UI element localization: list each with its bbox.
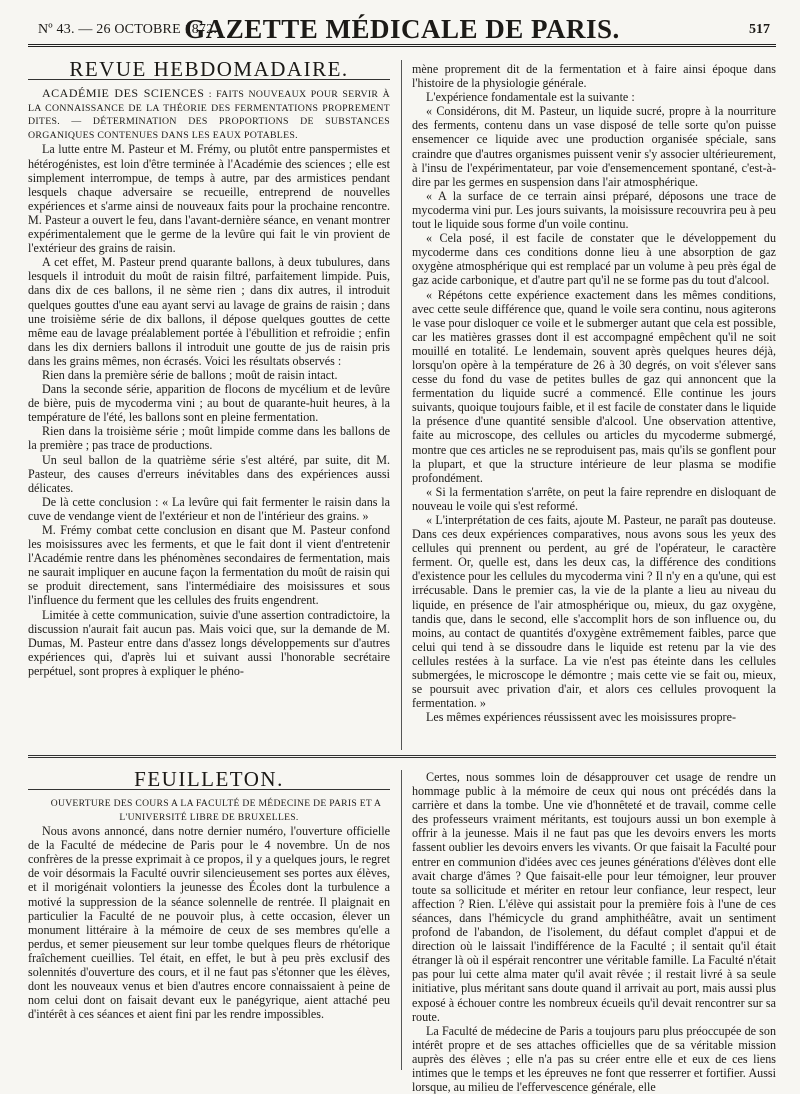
paragraph: Nous avons annoncé, dans notre dernier numéro, l'ouverture officielle de la Faculté de médecine de Paris pour le 4 novembre. Un de nos confrères de la presse exprimait à ce propos, il y a quelques jours, le regret de voir désormais la Faculté ouvrir silencieusement ses portes aux élèves, et il morigénait volontiers la jeunesse des Écoles dont la turbulence a motivé la suppression de la séance solennelle de rentrée. Il plaignait en particulier la Faculté de ne pouvoir plus, à cette occasion, élever un monument littéraire à la mémoire de ceux de ses membres qu'elle a perdus, et semer pieusement sur leur tombe quelques fleurs de rhétorique fraîchement cueillies. Tel était, en effet, le but à peu près exclusif des solennités d'ouverture des cours, et il ne faut pas s'étonner que les élèves, dont les nouveaux venus et bien d'autres encore connaissaient à peine de nom celui dont on faisait devant eux le panégyrique, aient attaché peu d'intérêt à ces séances et aient fini par les rendre impossibles. — [28, 824, 390, 1022]
paragraph: « Cela posé, il est facile de constater que le développement du mycoderme dans ces conditions donne lieu à une absorption de gaz oxygène atmosphérique qui est remplacé par un volume à peu près égal de gaz acide carbonique, et d'autre part qu'il ne se forme pas du tout d'alcool. — [412, 231, 776, 288]
revue-right-column — [412, 62, 776, 750]
revue-heading: REVUE HEBDOMADAIRE. — [28, 62, 390, 80]
paragraph: De là cette conclusion : « La levûre qui fait fermenter le raisin dans la cuve de vendange vient de l'extérieur et non de l'intérieur des grains. » — [28, 494, 390, 523]
masthead — [28, 14, 776, 47]
paragraph: « L'interprétation de ces faits, ajoute M. Pasteur, ne paraît pas douteuse. Dans ces deux expériences comparatives, nous avons sous les yeux des cellules qui prennent ou perdent, au gré de l'opérateur, le caractère ferment. Or, quelle est, dans les deux cas, la différence des conditions d'existence pour les cellules du mycoderma vini ? Il n'y en a qu'une, qui est irrécusable. Dans le premier cas, la vie de la plante a lieu au niveau du liquide, en présence de l'air atmosphérique ou, mieux, du gaz oxygène, tandis que, dans le second, elle s'accomplit hors de son influence ou, du moins, au contact de quantités d'oxygène extrêmement faibles, parce que celui qui tend à se dissoudre dans le liquide est retenu par la vie des cellules restées à la surface. La vie n'est pas éteinte dans les cellules submergées, le microscope le démontre ; mais cette vie se fait ou, mieux, se poursuit avec privation d'air, et alors ces cellules provoquent la fermentation. » — [412, 513, 776, 711]
paragraph: Rien dans la troisième série ; moût limpide comme dans les ballons de la première ; pas trace de productions. — [28, 424, 390, 453]
paragraph: A cet effet, M. Pasteur prend quarante ballons, à deux tubulures, dans lesquels il introduit du moût de raisin filtré, parfaitement limpide. Puis, dans dix de ces ballons, il ne sème rien ; dans dix autres, il introduit quelques gouttes d'une eau ayant servi au lavage de grains de raisin ; dans une troisième série de dix ballons, il dépose quelques gouttes de cette même eau de lavage préalablement portée à l'ébullition et refroidie ; enfin dans les dix derniers ballons il introduit une goutte de jus de raisin pris dans les grains mêmes, non écrasés. Voici les résultats observés : — [28, 255, 390, 368]
paragraph: Dans la seconde série, apparition de flocons de mycélium et de levûre de bière, puis de mycoderma vini ; au bout de quarante-huit heures, à la température de l'été, les ballons sont en pleine fermentation. — [28, 382, 390, 425]
paragraph: Certes, nous sommes loin de désapprouver cet usage de rendre un hommage public à la mémoire de ceux qui nous ont précédés dans la carrière et dans la tombe. Une vie d'honnêteté et de travail, comme celle des professeurs vraiment méritants, est toujours aussi un bon exemple à offrir à la jeunesse. Mais il ne faut pas que les devoirs envers les morts fassent oublier les devoirs envers les vivants. Or que faisait la Faculté pour entrer en communion d'idées avec ces jeunes générations d'élèves dont elle avait charge d'âmes ? Que faisait-elle pour leur témoigner, leur prouver toute sa sollicitude et mériter en retour leur confiance, leur respect, leur affection ? Rien. L'élève qui assistait pour la première fois à l'une de ces séances, dans l'hémicycle du grand amphithéâtre, avait un sentiment profond de l'abandon, de l'isolement, du défaut complet d'appui et de direction où le laissait l'indifférence de la Faculté ; il sentait qu'il était étranger là où il espérait rencontrer une véritable famille. La Faculté n'était pas pour lui cette alma mater qu'il avait rêvée ; il restait livré à sa seule initiative, plus méritant sans doute quand il arrivait au port, mais aussi plus exposé à échouer contre les nombreux écueils qu'il devait rencontrer sur sa route. — [412, 770, 776, 1024]
feuilleton-subheading: OUVERTURE DES COURS A LA FACULTÉ DE MÉDECINE DE PARIS ET A L'UNIVERSITÉ LIBRE DE BRUXELLES. — [50, 798, 382, 823]
newspaper-title: GAZETTE MÉDICALE DE PARIS. — [184, 14, 620, 44]
paragraph: « A la surface de ce terrain ainsi préparé, déposons une trace de mycoderma vini pur. Les jours suivants, la moisissure recouvrira peu à peu tout le liquide sous forme d'un voile continu. — [412, 188, 776, 232]
column-divider — [401, 60, 402, 750]
paragraph: « Répétons cette expérience exactement dans les mêmes conditions, avec cette seule différence que, quand le voile sera continu, nous agiterons le vase pour disloquer ce voile et le submerger autant que cela est possible, car les matières grasses dont il est accompagné empêchent qu'il ne soit mouillé en totalité. Le lendemain, souvent après quelques heures déjà, lorsqu'on opère à la température de 26 à 30 degrés, on voit s'élever sans cesse du fond du vase de petites bulles de gaz qui annoncent que la fermentation du liquide sucré a commencé. Elle continue les jours suivants, quoique toujours faible, et il est facile de constater dans le liquide la présence d'une quantité sensible d'alcool. Une observation attentive, faite au microscope, des cellules ou articles du mycoderme submergé, montre que ces articles ne se reproduisent pas, mais qu'ils se gonflent pour la plupart, et que la structure intérieure de leur plasma se modifie profondément. — [412, 287, 776, 485]
revue-right-body — [412, 62, 776, 724]
paragraph: Rien dans la première série de ballons ; moût de raisin intact. — [42, 367, 338, 382]
feuilleton-heading: FEUILLETON. — [28, 772, 390, 790]
feuilleton-right-column — [412, 770, 776, 1094]
paragraph: Les mêmes expériences réussissent avec les moisissures propre- — [426, 710, 736, 725]
revue-subheading-text: : FAITS NOUVEAUX POUR SERVIR À LA CONNAISSANCE DE LA THÉORIE DES FERMENTATIONS PROPREMENT DITES. — DÉTERMINATION DES PROPORTIONS DE SUBSTANCES ORGANIQUES CONTENUES DANS LES EAUX POTABLES. — [28, 89, 390, 141]
revue-subheading — [28, 87, 390, 142]
paragraph: La lutte entre M. Pasteur et M. Frémy, ou plutôt entre panspermistes et hétérogénistes, est loin d'être terminée à l'Académie des sciences ; elle est simplement interrompue, de temps à autre, par des armistices pendant lesquels chaque adversaire se recueille, entreprend de nouvelles expériences et s'arme ainsi de nouveaux faits pour la prochaine rencontre. M. Pasteur a ouvert le feu, dans l'avant-dernière séance, en venant montrer expérimentalement que le germe de la levûre qui fait le vin provient de l'extérieur des grains de raisin. — [28, 142, 390, 256]
column-divider — [401, 770, 402, 1070]
issue-date: Nº 43. — 26 OCTOBRE 1872. — [38, 22, 218, 37]
paragraph: mène proprement dit de la fermentation et à faire ainsi époque dans l'histoire de la physiologie générale. — [412, 62, 776, 91]
feuilleton-right-body — [412, 770, 776, 1094]
revue-left-column — [28, 57, 390, 750]
paragraph: Un seul ballon de la quatrième série s'est altéré, par suite, dit M. Pasteur, des causes d'erreurs inévitables dans des expériences aussi délicates. — [28, 452, 390, 495]
revue-subheading-lead: ACADÉMIE DES SCIENCES — [42, 86, 205, 101]
paragraph: « Si la fermentation s'arrête, on peut la faire reprendre en disloquant de nouveau le voile qui s'est reformé. — [412, 484, 776, 513]
revue-left-body — [28, 142, 390, 678]
feuilleton-left-body — [28, 824, 390, 1021]
paragraph: L'expérience fondamentale est la suivante : — [426, 90, 635, 105]
paragraph: Limitée à cette communication, suivie d'une assertion contradictoire, la discussion n'aurait fait aucun pas. Mais voici que, sur la demande de M. Dumas, M. Pasteur entre dans d'assez longs développements sur d'autres expériences qui, d'après lui et suivant aussi l'honorable secrétaire perpétuel, sont propres à expliquer le phéno- — [28, 607, 390, 678]
feuilleton-left-column — [28, 767, 390, 1070]
paragraph: M. Frémy combat cette conclusion en disant que M. Pasteur confond les moisissures avec les ferments, et que le fait dont il vient d'entretenir l'Académie rentre dans les phénomènes secondaires de fermentation, mais ne saurait impliquer en aucune façon la fermentation du moût de raisin qui se produit directement, sans l'intermédiaire des moisissures et sous l'influence du ferment que les cellules des fruits engendrent. — [28, 523, 390, 608]
paragraph: La Faculté de médecine de Paris a toujours paru plus préoccupée de son intérêt propre et de ses attaches officielles que de sa véritable mission auprès des élèves ; elle n'a pas su créer entre elle et eux de ces liens intimes que le temps et les épreuves ne font que resserrer et fortifier. Aussi lorsque, au milieu de l'effervescence générale, elle — [412, 1023, 776, 1094]
paragraph: « Considérons, dit M. Pasteur, un liquide sucré, propre à la nourriture des ferments, contenu dans un vase disposé de telle sorte qu'on puisse ensemencer ce liquide avec une production organisée spéciale, sans craindre que d'autres organismes puissent venir s'y associer ultérieurement, à l'insu de l'expérimentateur, par voie d'ensemencement spontané, c'est-à-dire par les germes en suspension dans l'air atmosphérique. — [412, 104, 776, 189]
section-divider — [28, 755, 776, 758]
page-number: 517 — [749, 22, 770, 37]
